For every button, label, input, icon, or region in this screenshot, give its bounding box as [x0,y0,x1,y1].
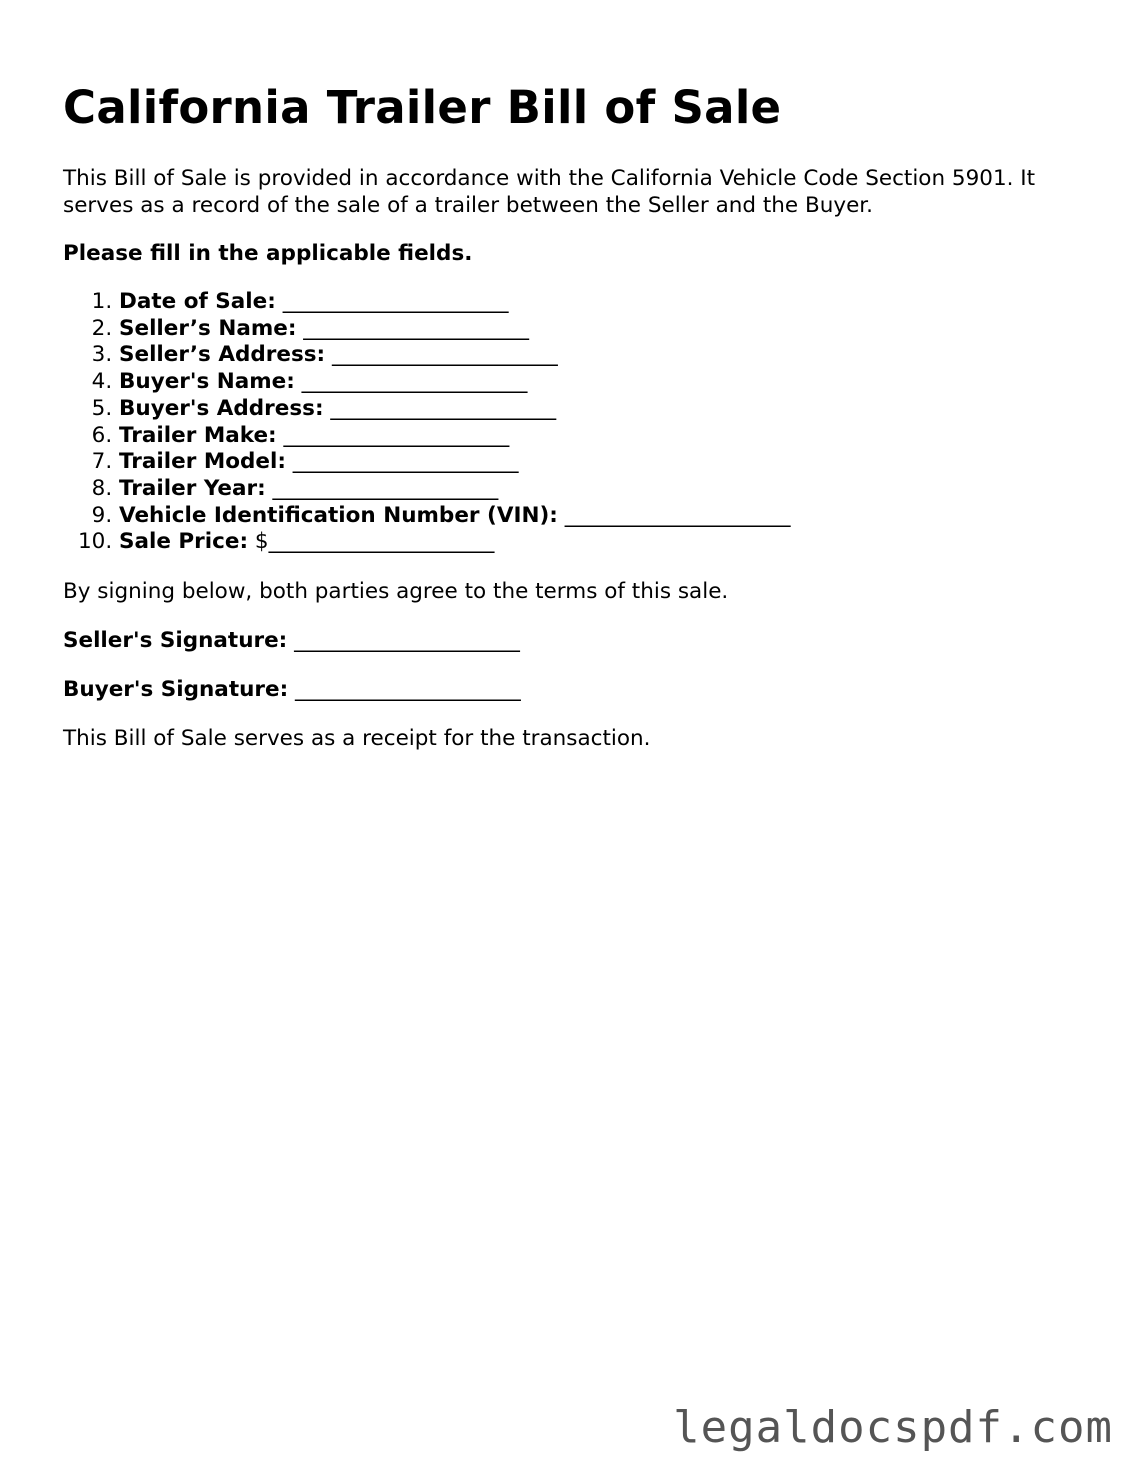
field-vin [119,503,1093,530]
seller-signature-line [63,627,1093,654]
field-label: Seller’s Address: [119,342,326,368]
watermark-logo: legaldocspdf.com [673,1402,1113,1453]
field-blank: _____________________ [323,395,557,421]
intro-paragraph: This Bill of Sale is provided in accordance with the California Vehicle Code Section 5901. It serves as a record of the sale of a trailer between the Seller and the Buyer. [63,166,1036,218]
seller-signature-label: Seller's Signature: [63,628,288,654]
field-date-of-sale [119,289,1093,316]
field-blank: _____________________ [296,315,530,341]
field-label: Date of Sale: [119,289,276,314]
field-blank: _____________________ [275,289,509,314]
field-blank: _____________________ [276,422,510,448]
field-seller-address [119,342,1093,369]
seller-signature-blank: _____________________ [287,628,520,654]
field-trailer-year [119,476,1093,503]
field-list [63,289,1093,556]
field-blank: _____________________ [557,502,791,528]
field-label: Buyer's Name: [119,369,295,395]
buyer-signature-blank: _____________________ [288,677,521,703]
field-trailer-make [119,423,1093,450]
receipt-note: This Bill of Sale serves as a receipt for the transaction. [63,726,651,752]
field-buyer-name [119,369,1093,396]
field-trailer-model [119,449,1093,476]
field-seller-name [119,316,1093,343]
field-label: Trailer Model: [119,449,286,475]
field-buyer-address [119,396,1093,423]
field-sale-price [119,529,1093,556]
agreement-statement: By signing below, both parties agree to the terms of this sale. [63,579,729,605]
field-label: Sale Price: [119,529,249,555]
field-label: Buyer's Address: [119,395,324,421]
field-label: Trailer Make: [119,422,277,448]
fill-instruction: Please fill in the applicable fields. [63,241,473,266]
field-blank: _____________________ [294,369,528,395]
field-blank: _____________________ [265,475,499,501]
field-blank: _____________________ [285,449,519,475]
buyer-signature-label: Buyer's Signature: [63,677,289,703]
field-label: Vehicle Identification Number (VIN): [119,502,558,528]
field-blank: _____________________ [325,342,558,368]
document-title: California Trailer Bill of Sale [63,81,782,134]
field-label: Seller’s Name: [119,315,297,341]
document-page [63,78,1093,752]
buyer-signature-line [63,676,1093,703]
field-label: Trailer Year: [119,475,266,501]
field-blank: $_____________________ [248,529,495,555]
